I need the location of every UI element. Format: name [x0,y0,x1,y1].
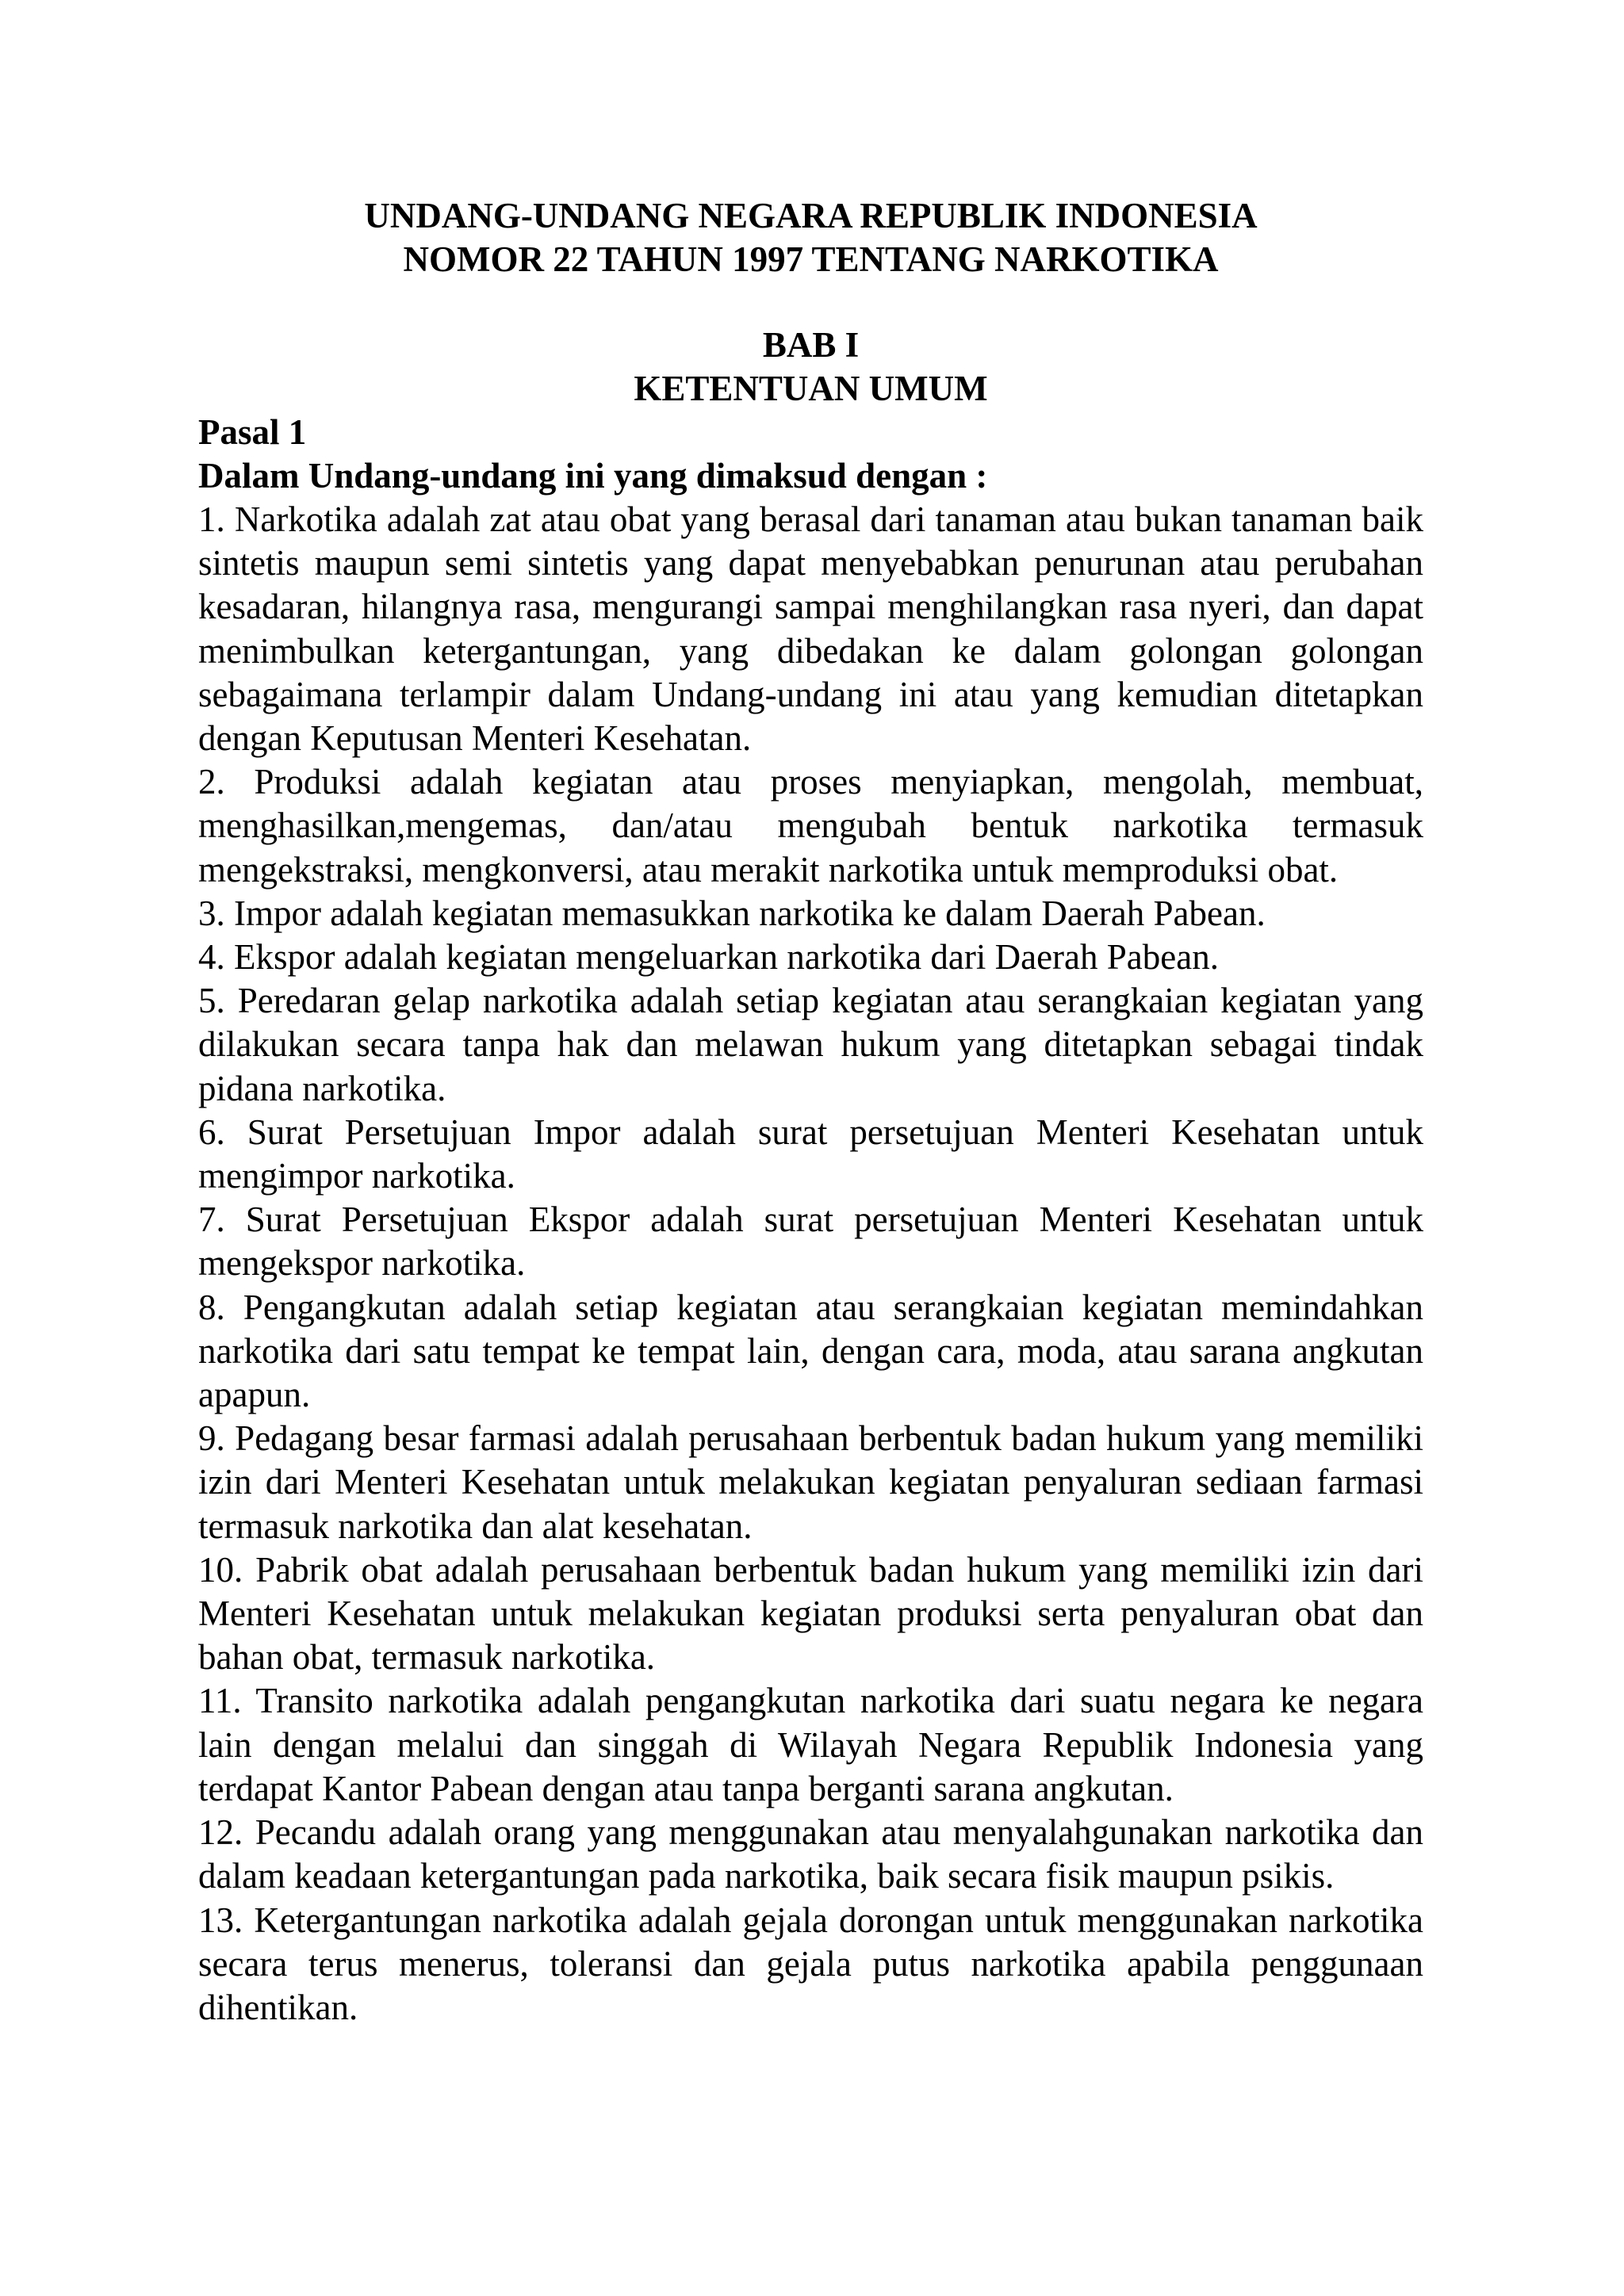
definition-item: 9. Pedagang besar farmasi adalah perusahaan berbentuk badan hukum yang memiliki izin dari Menteri Kesehatan untuk melakukan kegiatan penyaluran sediaan farmasi termasuk narkotika dan alat kesehatan. [198,1418,1423,1546]
definition-item: 8. Pengangkutan adalah setiap kegiatan atau serangkaian kegiatan memindahkan narkotika dari satu tempat ke tempat lain, dengan cara, moda, atau sarana angkutan apapun. [198,1287,1423,1415]
definition-item: 12. Pecandu adalah orang yang menggunakan atau menyalahgunakan narkotika dan dalam keadaan ketergantungan pada narkotika, baik secara fisik maupun psikis. [198,1812,1423,1896]
document-title-line1: UNDANG-UNDANG NEGARA REPUBLIK INDONESIA [364,196,1258,235]
definition-item: 7. Surat Persetujuan Ekspor adalah surat persetujuan Menteri Kesehatan untuk mengekspor narkotika. [198,1200,1423,1284]
article-intro: Dalam Undang-undang ini yang dimaksud dengan : [198,456,988,496]
definition-item: 5. Peredaran gelap narkotika adalah setiap kegiatan atau serangkaian kegiatan yang dilakukan secara tanpa hak dan melawan hukum yang ditetapkan sebagai tindak pidana narkotika. [198,981,1423,1108]
definition-item: 3. Impor adalah kegiatan memasukkan narkotika ke dalam Daerah Pabean. [198,893,1266,933]
chapter-number: BAB I [762,325,860,365]
definition-item: 13. Ketergantungan narkotika adalah gejala dorongan untuk menggunakan narkotika secara terus menerus, toleransi dan gejala putus narkotika apabila penggunaan dihentikan. [198,1900,1423,2027]
definition-item: 4. Ekspor adalah kegiatan mengeluarkan narkotika dari Daerah Pabean. [198,937,1219,978]
article-number: Pasal 1 [198,412,307,452]
definition-item: 1. Narkotika adalah zat atau obat yang berasal dari tanaman atau bukan tanaman baik sintetis maupun semi sintetis yang dapat menyebabkan penurunan atau perubahan kesadaran, hilangnya rasa, mengurangi sampai menghilangkan rasa nyeri, dan dapat menimbulkan ketergantungan, yang dibedakan ke dalam golongan golongan sebagaimana terlampir dalam Undang-undang ini atau yang kemudian ditetapkan dengan Keputusan Menteri Kesehatan. [198,499,1423,759]
definition-item: 11. Transito narkotika adalah pengangkutan narkotika dari suatu negara ke negara lain dengan melalui dan singgah di Wilayah Negara Republik Indonesia yang terdapat Kantor Pabean dengan atau tanpa berganti sarana angkutan. [198,1681,1423,1808]
chapter-title: KETENTUAN UMUM [634,369,988,408]
definition-list [198,498,1423,2030]
definition-item: 10. Pabrik obat adalah perusahaan berbentuk badan hukum yang memiliki izin dari Menteri Kesehatan untuk melakukan kegiatan produksi serta penyaluran obat dan bahan obat, termasuk narkotika. [198,1549,1423,1678]
document-title-line2: NOMOR 22 TAHUN 1997 TENTANG NARKOTIKA [403,239,1219,279]
definition-item: 2. Produksi adalah kegiatan atau proses menyiapkan, mengolah, membuat, menghasilkan,mengemas, dan/atau mengubah bentuk narkotika termasuk mengekstraksi, mengkonversi, atau merakit narkotika untuk memproduksi obat. [198,762,1423,890]
definition-item: 6. Surat Persetujuan Impor adalah surat persetujuan Menteri Kesehatan untuk mengimpor narkotika. [198,1112,1423,1196]
document-page [198,194,1423,2030]
